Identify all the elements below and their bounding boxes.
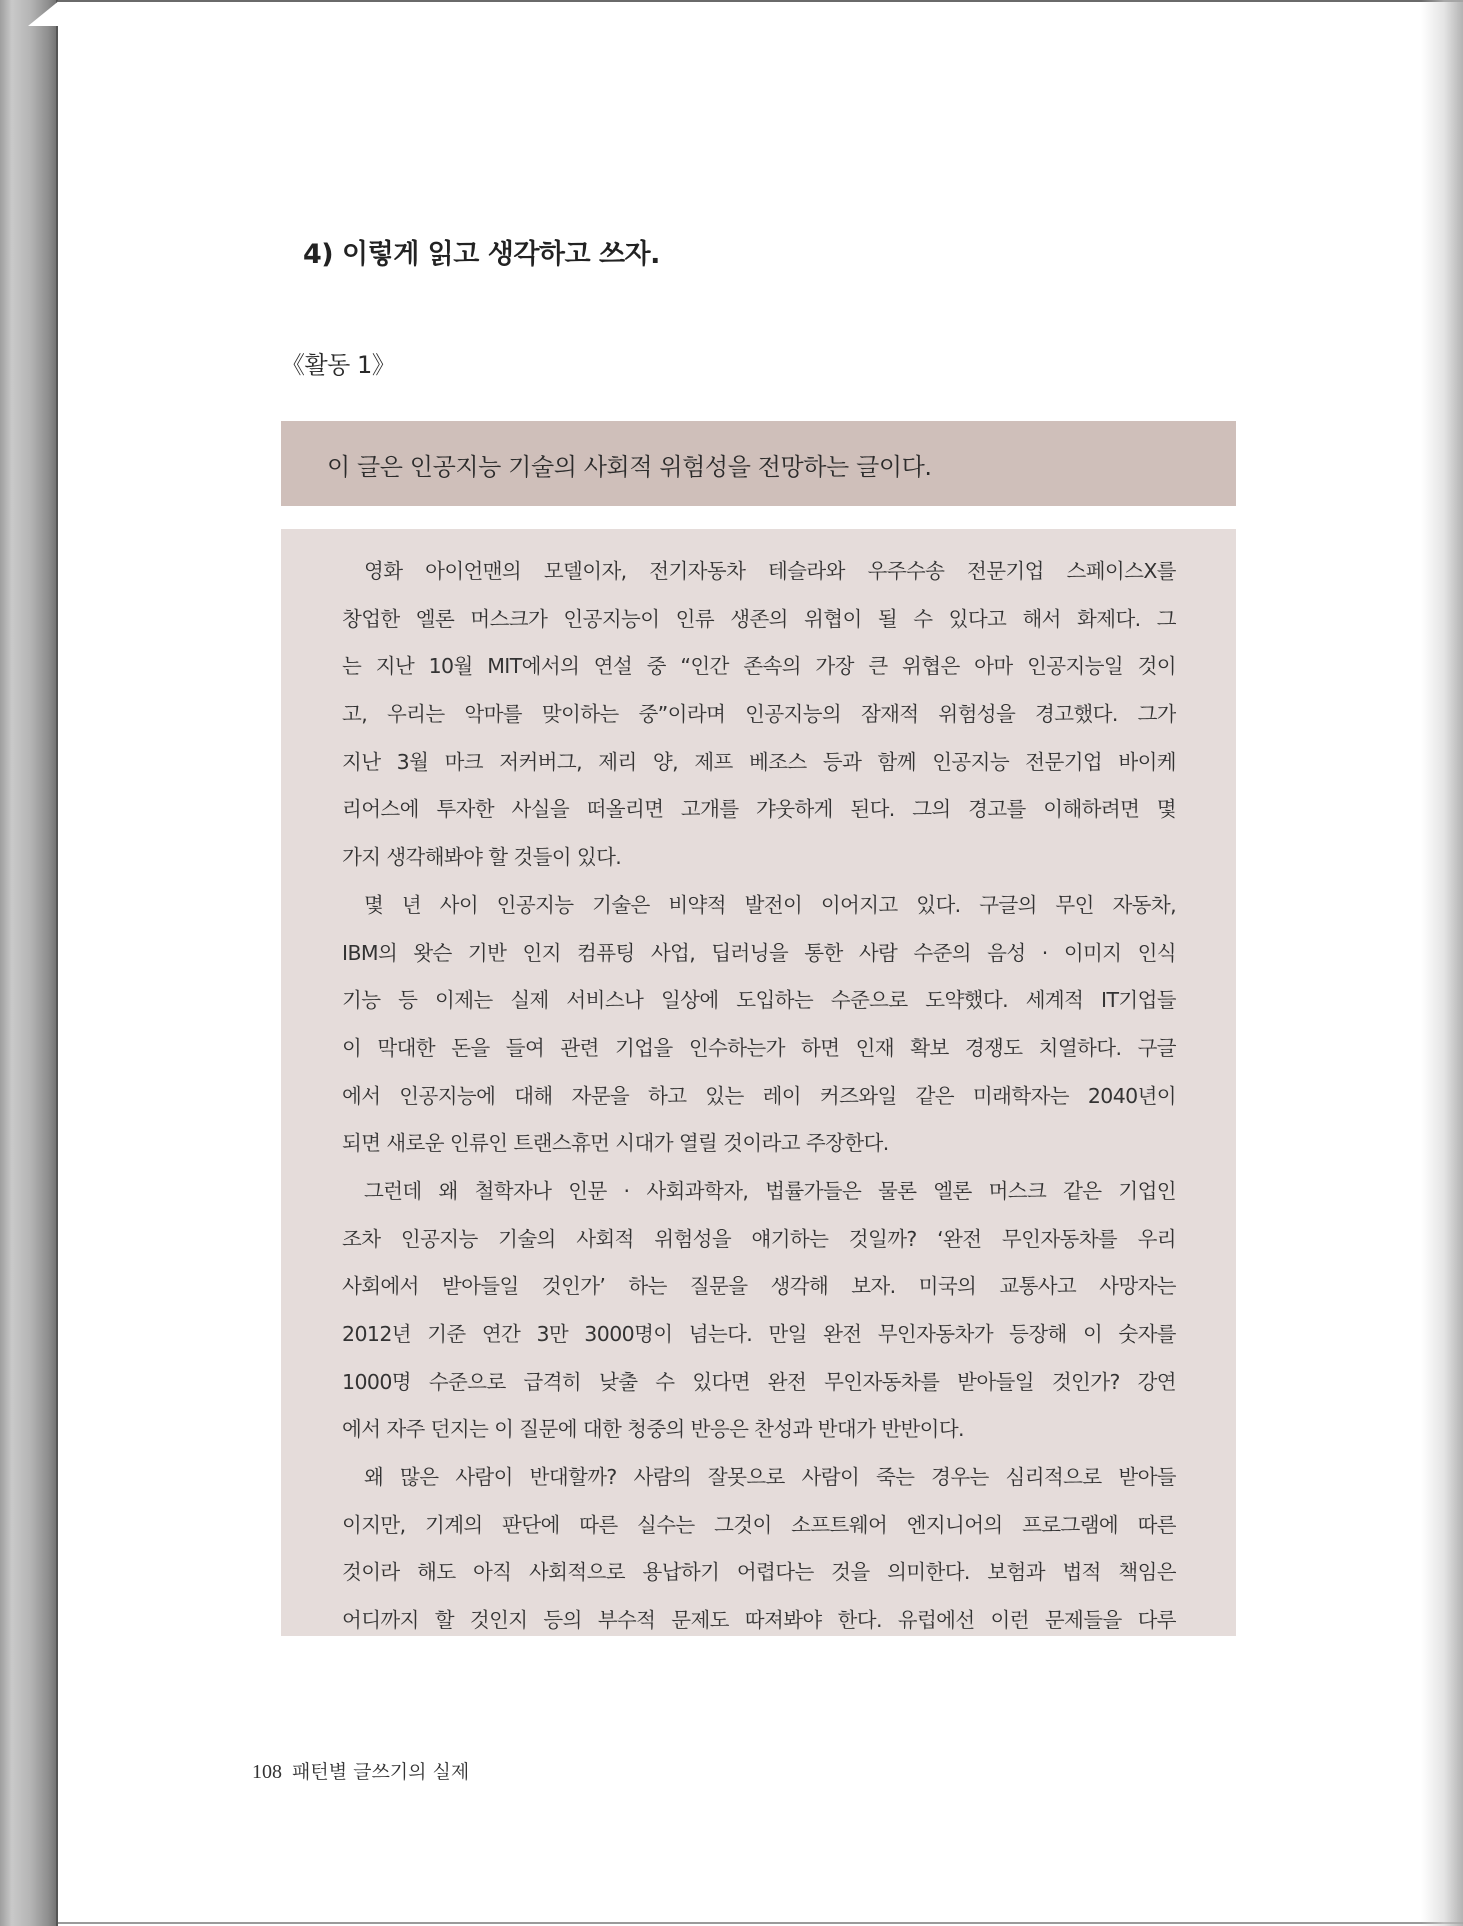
page-top-edge: [58, 0, 1463, 2]
summary-text: 이 글은 인공지능 기술의 사회적 위험성을 전망하는 글이다.: [327, 453, 932, 481]
reading-passage: [281, 529, 1236, 1636]
passage-line: 에서 자주 던지는 이 질문에 대한 청중의 반응은 찬성과 반대가 반반이다.: [342, 1417, 964, 1442]
passage-line: 그런데 왜 철학자나 인문 · 사회과학자, 법률가들은 물론 엘론 머스크 같은 기업인: [364, 1178, 1176, 1203]
page-footer: [252, 1757, 469, 1784]
passage-line: 고, 우리는 악마를 맞이하는 중”이라며 인공지능의 잠재적 위험성을 경고했다. 그가: [342, 702, 1176, 727]
passage-line: 기능 등 이제는 실제 서비스나 일상에 도입하는 수준으로 도약했다. 세계적 IT기업들: [342, 988, 1176, 1013]
page-number: 108: [252, 1761, 282, 1783]
passage-line: 리어스에 투자한 사실을 떠올리면 고개를 갸웃하게 된다. 그의 경고를 이해하려면 몇: [342, 797, 1176, 822]
passage-line: 어디까지 할 것인지 등의 부수적 문제도 따져봐야 한다. 유럽에선 이런 문제들을 다루: [342, 1608, 1176, 1633]
book-spine: [0, 0, 58, 1926]
summary-box: [281, 421, 1236, 506]
spine-edge-line: [56, 0, 58, 1926]
passage-line: 이 막대한 돈을 들여 관련 기업을 인수하는가 하면 인재 확보 경쟁도 치열하다. 구글: [342, 1035, 1176, 1060]
passage-line: 이지만, 기계의 판단에 따른 실수는 그것이 소프트웨어 엔지니어의 프로그램에 따른: [342, 1512, 1176, 1537]
passage-line: 지난 3월 마크 저커버그, 제리 양, 제프 베조스 등과 함께 인공지능 전문기업 바이케: [342, 749, 1176, 774]
passage-line: 왜 많은 사람이 반대할까? 사람의 잘못으로 사람이 죽는 경우는 심리적으로 받아들: [364, 1465, 1176, 1490]
passage-line: 는 지난 10월 MIT에서의 연설 중 “인간 존속의 가장 큰 위협은 아마 인공지능일 것이: [342, 654, 1176, 679]
passage-line: 가지 생각해봐야 할 것들이 있다.: [342, 845, 622, 870]
passage-lines: [342, 548, 1176, 1645]
passage-line: 1000명 수준으로 급격히 낮출 수 있다면 완전 무인자동차를 받아들일 것인가? 강연: [342, 1369, 1176, 1394]
passage-line: 되면 새로운 인류인 트랜스휴먼 시대가 열릴 것이라고 주장한다.: [342, 1131, 889, 1156]
section-title: 4) 이렇게 읽고 생각하고 쓰자.: [303, 239, 660, 270]
passage-line: 에서 인공지능에 대해 자문을 하고 있는 레이 커즈와일 같은 미래학자는 2040년이: [342, 1083, 1176, 1108]
passage-line: 몇 년 사이 인공지능 기술은 비약적 발전이 이어지고 있다. 구글의 무인 자동차,: [364, 892, 1176, 917]
passage-line: IBM의 왓슨 기반 인지 컴퓨팅 사업, 딥러닝을 통한 사람 수준의 음성 · 이미지 인식: [342, 940, 1176, 965]
passage-line: 사회에서 받아들일 것인가’ 하는 질문을 생각해 보자. 미국의 교통사고 사망자는: [342, 1274, 1176, 1299]
passage-line: 영화 아이언맨의 모델이자, 전기자동차 테슬라와 우주수송 전문기업 스페이스X를: [364, 559, 1176, 583]
page-bottom-edge: [58, 1922, 1463, 1924]
passage-line: 창업한 엘론 머스크가 인공지능이 인류 생존의 위협이 될 수 있다고 해서 화제다. 그: [342, 606, 1176, 631]
passage-line: 것이라 해도 아직 사회적으로 용납하기 어렵다는 것을 의미한다. 보험과 법적 책임은: [342, 1560, 1176, 1585]
passage-line: 2012년 기준 연간 3만 3000명이 넘는다. 만일 완전 무인자동차가 등장해 이 숫자를: [342, 1322, 1176, 1346]
activity-label: 《활동 1》: [281, 351, 396, 379]
book-title: 패턴별 글쓰기의 실제: [292, 1761, 470, 1783]
page-right-shadow: [1421, 0, 1463, 1926]
passage-line: 조차 인공지능 기술의 사회적 위험성을 얘기하는 것일까? ‘완전 무인자동차를 우리: [342, 1226, 1176, 1251]
